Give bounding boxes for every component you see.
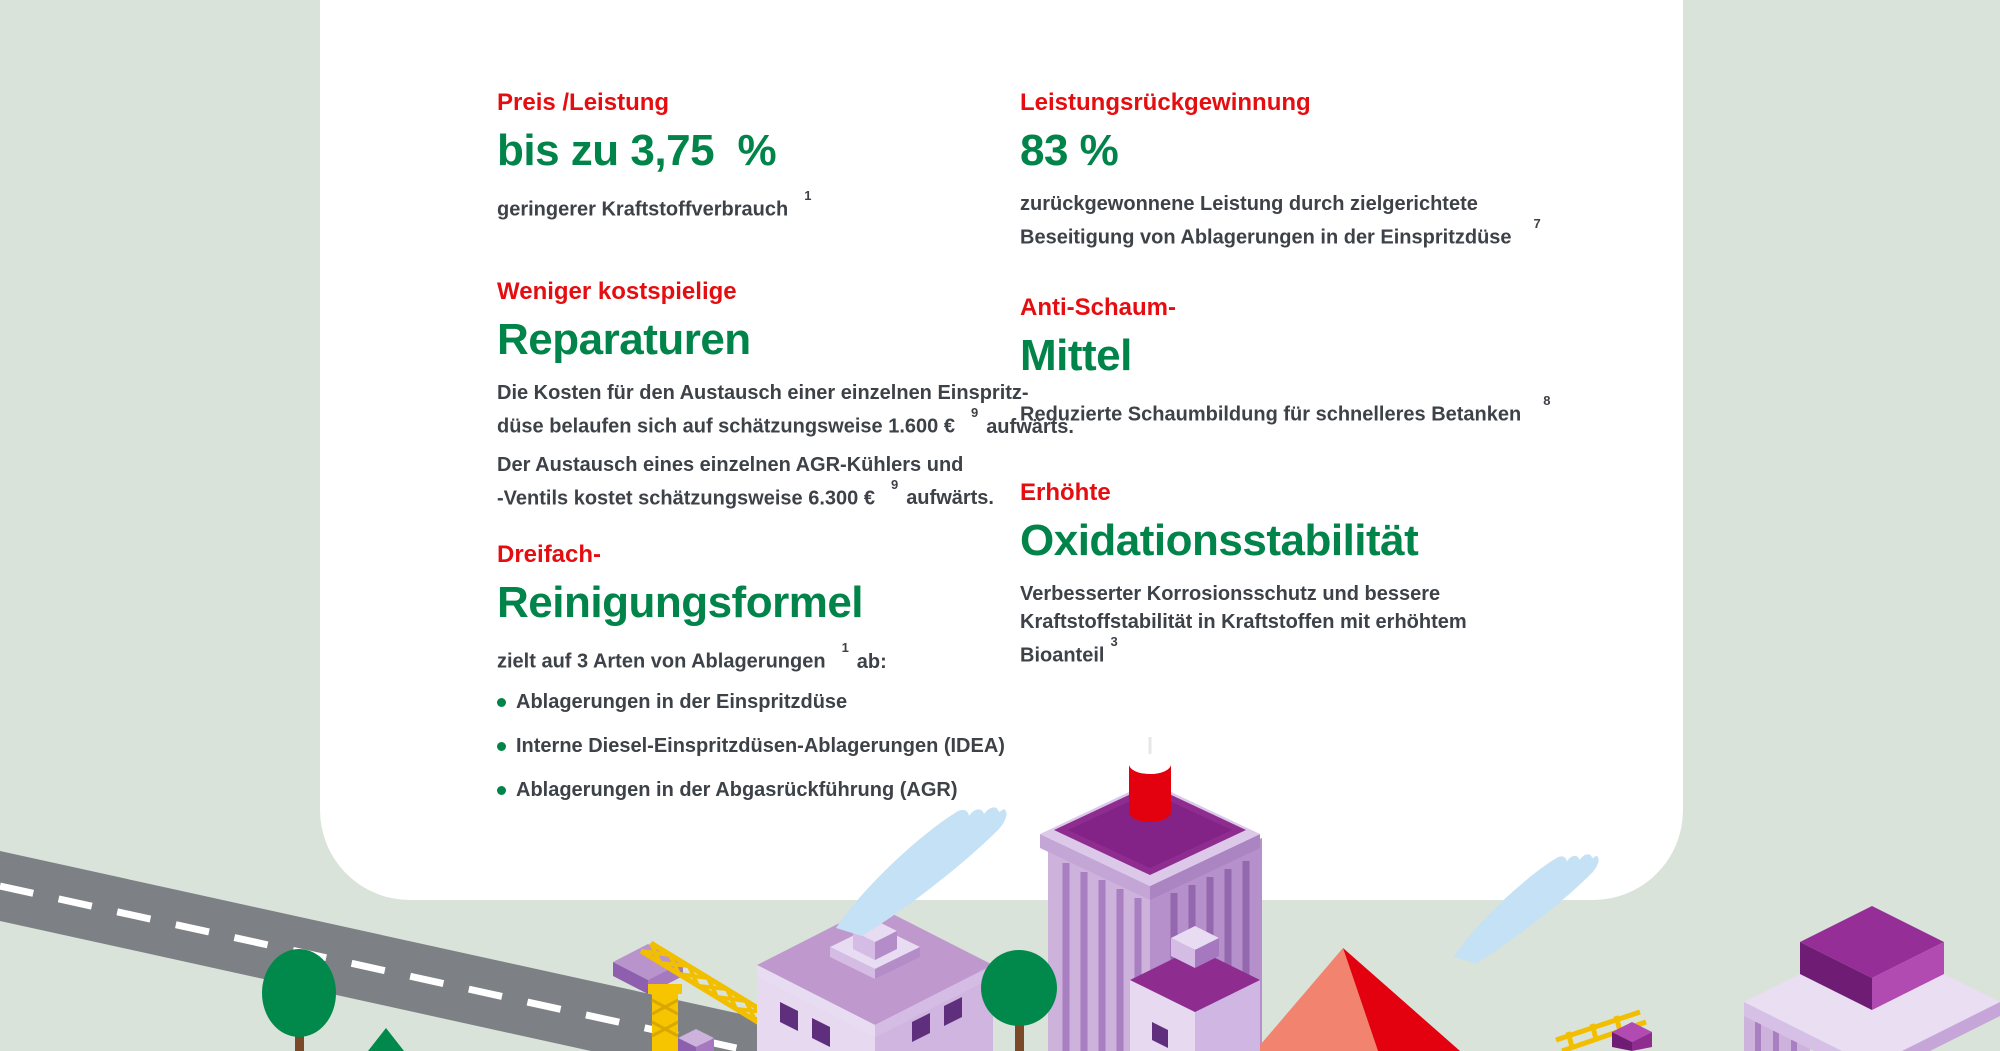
body-reparaturen-1: [497, 379, 1074, 441]
text-line: [497, 476, 1074, 513]
text-line: zurückgewonnene Leistung durch zielgerichtete: [1020, 193, 1478, 215]
eyebrow-leistungsrueckgewinnung: Leistungsrückgewinnung: [1020, 89, 1311, 116]
section-leistungsrueckgewinnung: [1020, 88, 1541, 252]
text-part: aufwärts.: [906, 487, 994, 510]
footnote-marker: 3: [1110, 634, 1118, 649]
annex-building: [1130, 926, 1260, 1051]
footnote-marker: 1: [841, 640, 849, 655]
tree: [262, 949, 336, 1051]
section-reinigungsformel: [497, 540, 1005, 820]
text-line: Kraftstoffstabilität in Kraftstoffen mit erhöhtem: [1020, 611, 1467, 633]
footnote-marker: 9: [970, 405, 979, 420]
eyebrow-anti-schaum: Anti-Schaum-: [1020, 294, 1176, 321]
body-preis-leistung: [497, 190, 811, 224]
body-leistungsrueckgewinnung: [1020, 190, 1541, 252]
headline-preis-leistung: bis zu 3,75 %: [497, 126, 777, 175]
section-anti-schaum: [1020, 293, 1550, 429]
mini-crane: [1556, 1012, 1652, 1051]
headline-reinigungsformel: Reinigungsformel: [497, 578, 864, 627]
headline-anti-schaum: Mittel: [1020, 331, 1132, 380]
bullet-dot-icon: [497, 786, 506, 795]
text-line: [1020, 218, 1541, 252]
list-item: [497, 732, 1005, 760]
text-part: Beseitigung von Ablagerungen in der Einspritzdüse: [1020, 226, 1512, 249]
text-line: geringerer Kraftstoffverbrauch: [497, 198, 789, 221]
body-oxidationsstabilitaet: [1020, 580, 1467, 670]
bullet-list: [497, 688, 1005, 804]
text-line: [497, 407, 1074, 441]
text-part: düse belaufen sich auf schätzungsweise 1.600 €: [497, 415, 955, 438]
body-reparaturen-2: [497, 451, 1074, 513]
text-line: Verbesserter Korrosionsschutz und bessere: [1020, 583, 1441, 605]
headline-oxidationsstabilitaet: Oxidationsstabilität: [1020, 516, 1419, 565]
section-reparaturen: [497, 277, 1074, 512]
list-item: [497, 776, 1005, 804]
tree: [981, 950, 1057, 1051]
corner-tower: [1744, 906, 2000, 1051]
footnote-marker: 8: [1543, 393, 1551, 408]
red-pyramid: [1255, 948, 1460, 1051]
pine-tree: [368, 1028, 404, 1051]
list-item: [497, 688, 1005, 716]
bullet-dot-icon: [497, 698, 506, 707]
text-part: aufwärts.: [986, 415, 1074, 438]
eyebrow-oxidationsstabilitaet: Erhöhte: [1020, 479, 1111, 506]
eyebrow-preis-leistung: Preis /Leistung: [497, 89, 670, 116]
building-windows: [780, 997, 962, 1047]
footnote-marker: 1: [804, 188, 812, 203]
text-part: -Ventils kostet schätzungsweise 6.300 €: [497, 487, 875, 510]
headline-reparaturen: Reparaturen: [497, 315, 751, 364]
body-reinigungsformel: [497, 642, 1005, 676]
body-anti-schaum: [1020, 395, 1550, 429]
headline-leistungsrueckgewinnung: 83 %: [1020, 126, 1119, 175]
info-card: [320, 0, 1683, 900]
construction-crane: [613, 943, 784, 1051]
section-oxidationsstabilitaet: [1020, 478, 1467, 670]
text-line: Der Austausch eines einzelnen AGR-Kühlers und: [497, 453, 964, 476]
text-part: ab:: [856, 650, 887, 673]
bullet-text: Ablagerungen in der Abgasrückführung (AGR): [516, 778, 958, 801]
text-part: Reduzierte Schaumbildung für schnelleres Betanken: [1020, 403, 1522, 426]
section-preis-leistung: [497, 88, 811, 224]
text-part: Bioanteil: [1020, 644, 1105, 667]
text-line: Die Kosten für den Austausch einer einzelnen Einspritz-: [497, 382, 1029, 404]
text-part: zielt auf 3 Arten von Ablagerungen: [497, 650, 826, 673]
footnote-marker: 7: [1533, 216, 1541, 231]
eyebrow-reparaturen: Weniger kostspielige: [497, 278, 737, 305]
bullet-text: Interne Diesel-Einspritzdüsen-Ablagerungen (IDEA): [516, 734, 1005, 757]
bullet-text: Ablagerungen in der Einspritzdüse: [516, 690, 848, 713]
footnote-marker: 9: [890, 476, 899, 492]
bullet-dot-icon: [497, 742, 506, 751]
text-line: [1020, 636, 1467, 670]
apartment-building: [757, 905, 993, 1051]
eyebrow-reinigungsformel: Dreifach-: [497, 541, 602, 568]
